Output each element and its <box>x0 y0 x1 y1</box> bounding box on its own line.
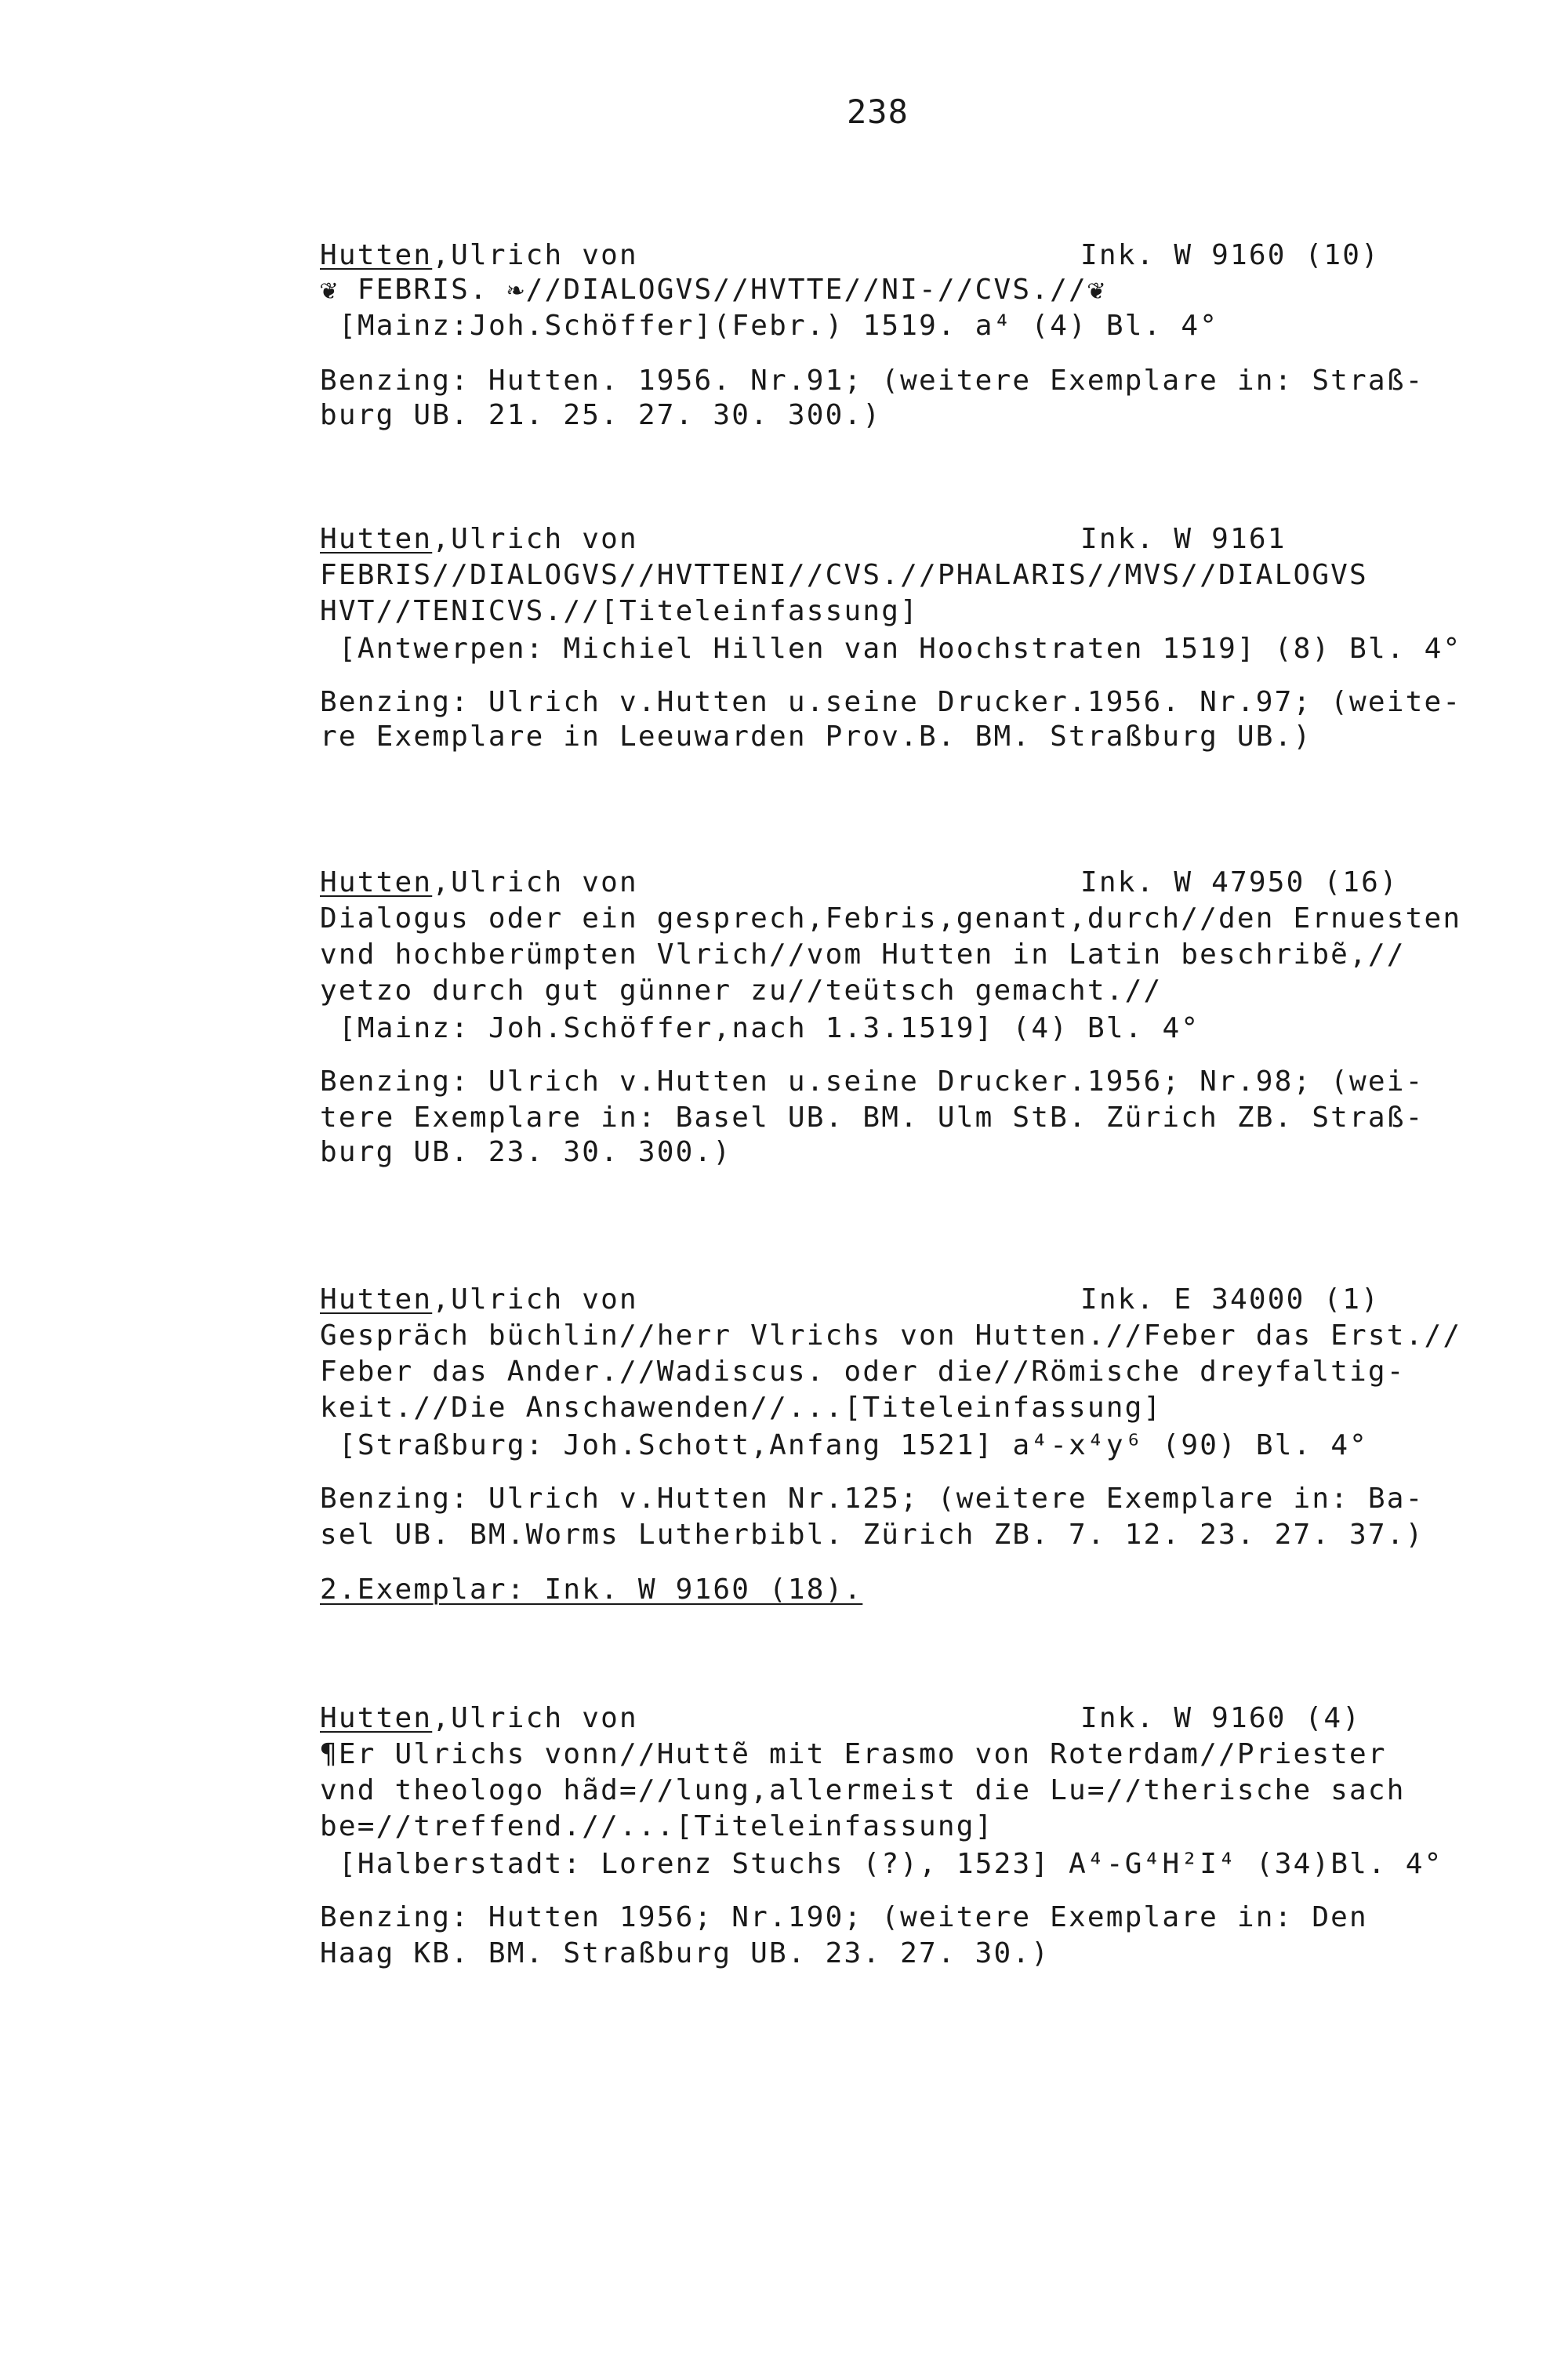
entry-title-line: Gespräch büchlin//herr Vlrichs von Hutten.//Feber das Erst.// <box>320 1319 1462 1352</box>
entry-benzing-line: Benzing: Hutten 1956; Nr.190; (weitere Exemplare in: Den <box>320 1901 1368 1933</box>
entry-shelfmark: Ink. W 9160 (4) <box>1080 1702 1362 1734</box>
entry-imprint: [Mainz:Joh.Schöffer](Febr.) 1519. a⁴ (4) Bl. 4° <box>339 310 1219 342</box>
page-number: 238 <box>847 93 909 131</box>
entry-benzing-line: Benzing: Hutten. 1956. Nr.91; (weitere Exemplare in: Straß- <box>320 365 1425 397</box>
entry-author: Hutten,Ulrich von <box>320 523 638 555</box>
entry-benzing-line: sel UB. BM.Worms Lutherbibl. Zürich ZB. 7. 12. 23. 27. 37.) <box>320 1519 1425 1551</box>
entry-extra-copy: 2.Exemplar: Ink. W 9160 (18). <box>320 1574 863 1606</box>
entry-shelfmark: Ink. W 9161 <box>1080 523 1287 555</box>
entry-imprint: [Straßburg: Joh.Schott,Anfang 1521] a⁴-x⁴y⁶ (90) Bl. 4° <box>339 1429 1369 1461</box>
entry-author: Hutten,Ulrich von <box>320 866 638 898</box>
entry-benzing-line: burg UB. 21. 25. 27. 30. 300.) <box>320 399 882 431</box>
entry-title-line: ¶Er Ulrichs vonn//Huttẽ mit Erasmo von Roterdam//Priester <box>320 1738 1387 1770</box>
entry-author: Hutten,Ulrich von <box>320 1283 638 1316</box>
entry-title-line: Dialogus oder ein gesprech,Febris,genant,durch//den Ernuesten <box>320 902 1462 935</box>
entry-shelfmark: Ink. E 34000 (1) <box>1080 1283 1380 1316</box>
entry-benzing-line: burg UB. 23. 30. 300.) <box>320 1136 732 1168</box>
entry-title-line: vnd theologo hãd=//lung,allermeist die Lu=//therische sach <box>320 1774 1406 1806</box>
entry-benzing-line: Benzing: Ulrich v.Hutten Nr.125; (weitere Exemplare in: Ba- <box>320 1483 1425 1515</box>
entry-title-line: be=//treffend.//...[Titeleinfassung] <box>320 1810 994 1842</box>
entry-title-line: yetzo durch gut günner zu//teütsch gemacht.// <box>320 975 1163 1007</box>
entry-imprint: [Halberstadt: Lorenz Stuchs (?), 1523] A⁴-G⁴H²I⁴ (34)Bl. 4° <box>339 1848 1443 1880</box>
entry-shelfmark: Ink. W 9160 (10) <box>1080 239 1380 271</box>
entry-title-line: HVT//TENICVS.//[Titeleinfassung] <box>320 595 919 627</box>
entry-author: Hutten,Ulrich von <box>320 1702 638 1734</box>
entry-imprint: [Mainz: Joh.Schöffer,nach 1.3.1519] (4) Bl. 4° <box>339 1012 1200 1044</box>
entry-imprint: [Antwerpen: Michiel Hillen van Hoochstraten 1519] (8) Bl. 4° <box>339 633 1462 665</box>
entry-benzing-line: tere Exemplare in: Basel UB. BM. Ulm StB. Zürich ZB. Straß- <box>320 1102 1425 1134</box>
entry-author: Hutten,Ulrich von <box>320 239 638 271</box>
entry-shelfmark: Ink. W 47950 (16) <box>1080 866 1399 898</box>
entry-benzing-line: Benzing: Ulrich v.Hutten u.seine Drucker.1956; Nr.98; (wei- <box>320 1065 1425 1098</box>
entry-benzing-line: re Exemplare in Leeuwarden Prov.B. BM. Straßburg UB.) <box>320 721 1312 753</box>
entry-title-line: keit.//Die Anschawenden//...[Titeleinfassung] <box>320 1392 1163 1424</box>
entry-title-line: FEBRIS//DIALOGVS//HVTTENI//CVS.//PHALARIS//MVS//DIALOGVS <box>320 559 1368 591</box>
entry-benzing-line: Haag KB. BM. Straßburg UB. 23. 27. 30.) <box>320 1937 1051 1969</box>
entry-title-line: ❦ FEBRIS. ❧//DIALOGVS//HVTTE//NI-//CVS.//❦ <box>320 274 1106 306</box>
entry-title-line: vnd hochberümpten Vlrich//vom Hutten in Latin beschribẽ,// <box>320 938 1406 971</box>
entry-benzing-line: Benzing: Ulrich v.Hutten u.seine Drucker.1956. Nr.97; (weite- <box>320 686 1462 718</box>
entry-title-line: Feber das Ander.//Wadiscus. oder die//Römische dreyfaltig- <box>320 1356 1406 1388</box>
